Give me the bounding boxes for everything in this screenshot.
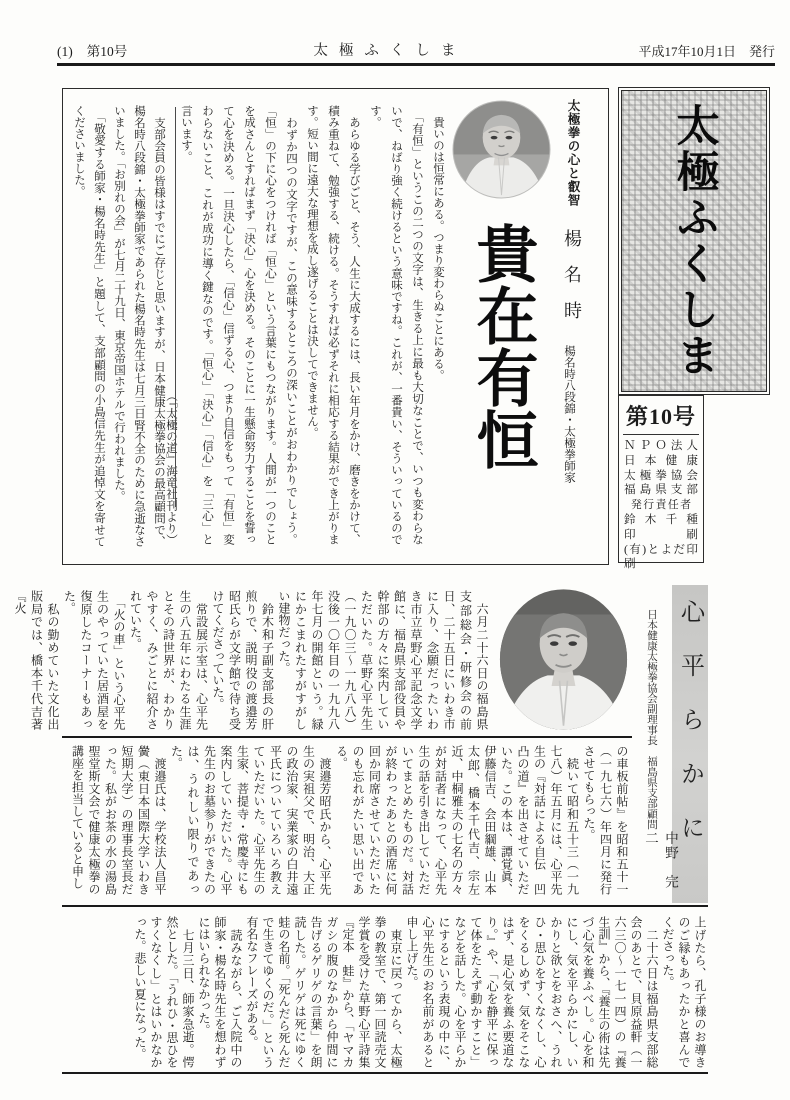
article1-calligraphy-title: 貴在有恒 bbox=[467, 222, 535, 470]
yang-mingshi-photo bbox=[452, 100, 551, 199]
publisher-info-box bbox=[618, 395, 704, 571]
masthead-texture bbox=[621, 90, 767, 392]
article1-author-credential: 楊名時八段錦・太極拳師家 bbox=[563, 345, 575, 483]
band-c-top-rule bbox=[62, 905, 708, 907]
header-date: 平成17年10月1日 発行 bbox=[638, 44, 775, 59]
article1-source-credit: （『太極の道』海竜社刊より） bbox=[165, 389, 177, 545]
masthead-title: 太極ふくしま bbox=[670, 103, 718, 379]
nakano-photo bbox=[497, 588, 630, 731]
header-issue-number: 第10号 bbox=[86, 44, 128, 59]
header-left bbox=[57, 40, 141, 60]
masthead-box bbox=[618, 87, 770, 395]
article2-author-name: 中野 完二 bbox=[643, 831, 678, 889]
article1-column-divider bbox=[175, 107, 176, 507]
publisher-lines: ＮＰＯ法人 日本健康 太極拳協会 福島県支部 発行責任者 鈴木千種 印刷 (有)とよだ印刷 bbox=[624, 439, 698, 571]
article2-band-divider-rule bbox=[62, 736, 632, 738]
article1-section-heading: 太極拳の心と叡智 bbox=[566, 99, 580, 207]
issue-number: 第10号 bbox=[625, 404, 696, 429]
article1-box bbox=[62, 88, 609, 565]
article2-band-c-text: 上げたら、孔子様のお導きのご縁もあったかと喜んでくださった。 二十六日は福島県支部総会のあとで、貝原益軒（一六三〇〜一七一四）の『養生訓』から、『養生の術は先づ心気を養ふべし。心を和にし、気を平らかにし、いかりと欲とをおさへ、うれひ・思ひをすくなくし、心をくるしめず、気をそこなはず、是心気を養ふ要道なり。』や、「心を静平に保って体をたえず動かすこと」などを話した。心を平らかにするという表現の中に、心平先生のお名前があると申し上げた。 東京に戻ってから、太極拳の教室で、第一回読売文学賞を受けた草野心平詩集『定本 蛙』から、「ヤマカガシの腹のなかから仲間に告げるゲリゲの言葉」を朗読した。ゲリゲは死にゆく蛙の名前。「死んだら死んだで生きてゆくのだ。」という有名なフレーズがある。 読みながら、ご入院中の師家・楊名時先生を想わずにはいられなかった。 七月三日、師家急逝。愕然とした。「うれひ・思ひをすくなくし」とはいかなかった。悲しい夏になった。 bbox=[133, 916, 707, 1068]
article2-band-b-text: の車板前帖』を昭和五十一（一九七六）年四月に発行させてもらった。 続いて昭和五十三（一九七八）年五月には、心平先生の『対話による自伝 凹凸の道』を出させていただいた。この本は、譚覚眞、伊藤信吉、会田綱雄、山本太郎、橋本千代吉、宗左近、中桐雅夫の七名の方々が対話者になって、心平先生の話を引き出していただいてまとめたものだ。対話が終わったあとの酒席に何回か同席させていただいたのも忘れがたい思い出である。 渡邉芳昭氏から、心平先生の実祖父で、明治、大正の政治家、実業家の白井遠平氏についていろいろ教えていただいた。心平先生の生家、菩提寺・常慶寺にも案内していただいた。心平先生のお墓参りができたのは、うれしい限りであった。 渡邉氏は、学校法人昌平黌（東日本国際大学いわき短期大学）の理事長室長だった。私がお茶の水の湯島聖堂斯文会で健康太極拳の講座を担当していると申し bbox=[70, 745, 629, 895]
article2-main bbox=[13, 585, 632, 905]
article2-byline bbox=[644, 609, 659, 849]
article2-title-column bbox=[638, 585, 708, 903]
band-c-bottom-rule bbox=[62, 1072, 708, 1074]
article2-title: 心平らかに bbox=[676, 599, 703, 869]
article2-band-a-text: 六月二十六日の福島県支部総会・研修会の前日、二十五日にいわき市に入り、念願だったいわき市立草野心平記念文学館に、福島県支部役員や幹部の方々に案内していただいた。草野心平先生（一九〇三〜一九八八）没後一〇年目の一九九八年七月の開館という。緑にかこまれたすがすがしい建物だった。 鈴木和子副支部長の肝煎りで、説明役の渡邉芳昭氏らが文学館で待ち受けてくださっていた。 常設展示室は、心平先生の八五年にわたる生涯とその詩世界が、わかりやすく、みごとに紹介されていた。 「火の車」という心平先生のやっていた居酒屋を復原したコーナーもあった。 私の勤めていた文化出版局では、橋本千代吉著『火 bbox=[13, 590, 489, 730]
header-page-number: (1) bbox=[57, 44, 73, 59]
article1-obituary-note: 支部会員の皆様はすでにご存じと思いますが、日本健康太極拳協会の最高顧問で、楊名時八段錦・太極拳師家であられた楊名時先生は七月三日腎不全のために急逝なさいました。「お別れの会」が七月二十九日、東京帝国ホテルで行われました。 「敬愛する師家・楊名時先生」と題して、支部顧問の小島信先生が追悼文を寄せてくださいました。 bbox=[73, 105, 165, 547]
info-divider bbox=[623, 434, 699, 435]
article2-byline-role: 福島県支部顧問 bbox=[646, 755, 657, 829]
page-header bbox=[57, 38, 775, 66]
article1-body-text: 貴いのは恒常にある。つまり変わらぬことにある。 「有恒」というこの二つの文字は、生きる上に最も大切なことで、いつも変わらないで、ねばり強く続けるという意味ですね。これが、一番貴い、そういっているのです。 あらゆる学びごと、そう、人生に大成するには、長い年月をかけ、磨きをかけて、積み重ねて、勉強する、続ける。そうすれば必ずそれに相応する結果ができ上がります。短い間に遠大な理想を成し遂げることは決してできません。 わずか四つの文字ですが、この意味するところの深いことがおわかりでしょう。「恒」の下に心をつければ「恒心」という言葉にもつながります。人間が一つのことを成さんとすればまず「決心」心を決める。そのことに一生懸命努力することを誓って心を決める。一旦決心したら、「信心」信ずる心、つまり自信をもって「有恒」変わらないこと、これが成功に導く鍵なのです。「恒心」「決心」「信心」を「三心」と言います。 bbox=[180, 105, 444, 545]
article2-byline-org: 日本健康太極拳協会副理事長 bbox=[646, 609, 657, 746]
header-paper-title: 太極ふくしま bbox=[313, 43, 467, 59]
article1-author-name: 楊 名 時 bbox=[562, 229, 582, 319]
